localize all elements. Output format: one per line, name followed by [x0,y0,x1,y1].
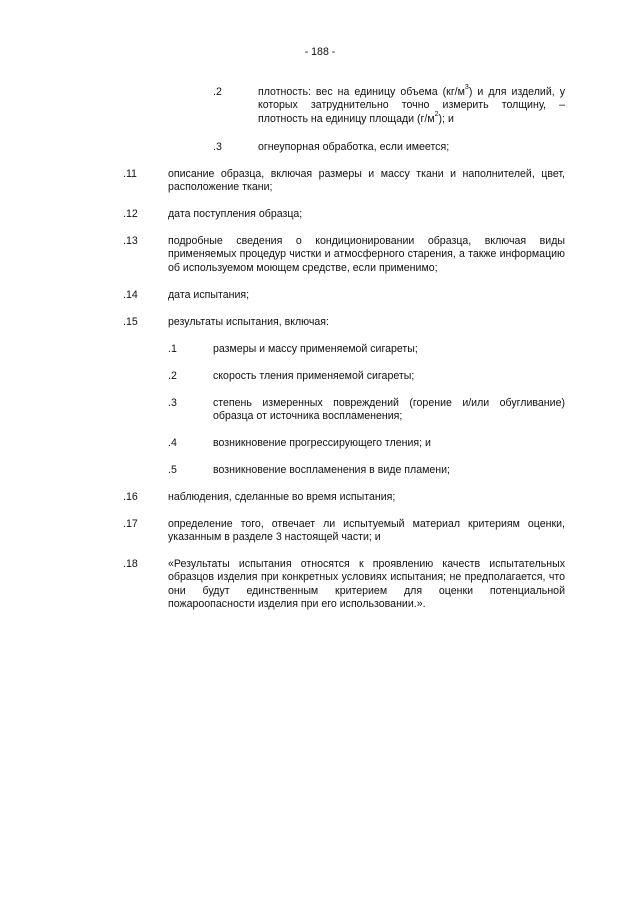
sub-item-number: .3 [168,397,177,409]
item-text: плотность: вес на единицу объема $(кг/м^3)$ и для изделий, у которых затруднительно точно измерить толщину, – плотность на единицу площади $(г/м^2)$; и [258,84,565,125]
item-text: определение того, отвечает ли испытуемый материал критериям оценки, указанным в разделе 3 настоящей части; и [168,518,565,544]
item-text: описание образца, включая размеры и массу ткани и наполнителей, цвет, расположение ткани; [168,168,565,194]
sub-item-text: возникновение воспламенения в виде пламени; [213,464,450,476]
sub-item-number: .2 [168,370,177,382]
item-number: .15 [123,316,138,328]
item-number: .18 [123,558,138,570]
item-text: «Результаты испытания относятся к проявлению качеств испытательных образцов изделия при конкретных условиях испытания; не предполагается, что они будут единственным критерием для оценки потенциальной пожароопасности изделия при его использовании.». [168,558,565,611]
sub-item-number: .1 [168,343,177,355]
sub-item-text: возникновение прогрессирующего тления; и [213,437,431,449]
item-number: .16 [123,491,138,503]
item-text: дата поступления образца; [168,208,303,220]
item-number: .17 [123,518,138,530]
item-text: подробные сведения о кондиционировании образца, включая виды применяемых процедур чистки и атмосферного старения, а также информацию об используемом моющем средстве, если применимо; [168,235,565,274]
sub-item-text: скорость тления применяемой сигареты; [213,370,415,382]
sub-item-text: степень измеренных повреждений (горение и/или обугливание) образца от источника воспламенения; [213,397,565,423]
item-number: .2 [213,86,222,98]
item-number: .13 [123,235,138,247]
item-text: дата испытания; [168,289,250,301]
item-number: .12 [123,208,138,220]
sub-item-number: .4 [168,437,177,449]
item-text: результаты испытания, включая: [168,316,329,328]
item-text: огнеупорная обработка, если имеется; [258,141,450,153]
sub-item-number: .5 [168,464,177,476]
item-number: .3 [213,141,222,153]
sub-item-text: размеры и массу применяемой сигареты; [213,343,418,355]
item-number: .14 [123,289,138,301]
item-number: .11 [123,168,137,180]
page-number: - 188 - [304,46,336,58]
item-text: наблюдения, сделанные во время испытания; [168,491,396,503]
